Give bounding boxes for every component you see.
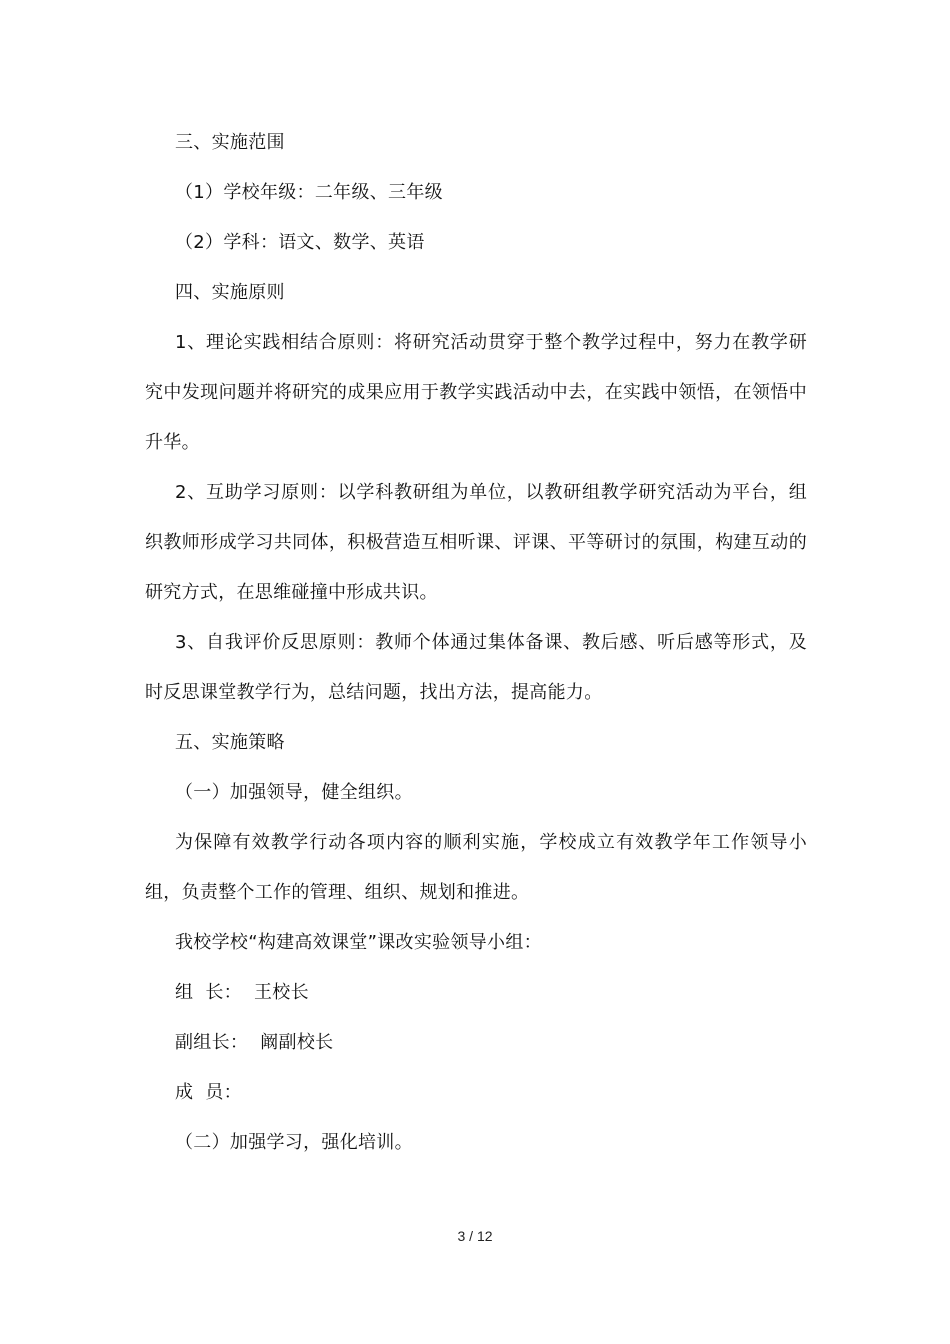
page-number: 3 / 12: [457, 1228, 493, 1244]
scope-subject-item: （2）学科：语文、数学、英语: [175, 232, 425, 253]
scope-grade-item: （1）学校年级：二年级、三年级: [175, 182, 443, 203]
deputy-leader-line: 副组长： 阚副校长: [175, 1032, 334, 1053]
document-body: [145, 118, 807, 1168]
principle-3-paragraph: 3、自我评价反思原则：教师个体通过集体备课、教后感、听后感等形式，及时反思课堂教学行为，总结问题，找出方法，提高能力。: [145, 632, 807, 703]
strategy-subheading-1: （一）加强领导，健全组织。: [175, 782, 413, 803]
section-heading-principles: 四、实施原则: [175, 282, 285, 303]
leadership-group-title: 我校学校“构建高效课堂”课改实验领导小组：: [175, 932, 542, 953]
principle-2-paragraph: 2、互助学习原则：以学科教研组为单位，以教研组教学研究活动为平台，组织教师形成学习共同体，积极营造互相听课、评课、平等研讨的氛围，构建互动的研究方式，在思维碰撞中形成共识。: [145, 482, 807, 603]
principle-1-paragraph: 1、理论实践相结合原则：将研究活动贯穿于整个教学过程中，努力在教学研究中发现问题并将研究的成果应用于教学实践活动中去，在实践中领悟，在领悟中升华。: [145, 332, 807, 453]
group-leader-line: 组 长： 王校长: [175, 982, 309, 1003]
strategy-subheading-2: （二）加强学习，强化培训。: [175, 1132, 413, 1153]
strategy-paragraph: 为保障有效教学行动各项内容的顺利实施，学校成立有效教学年工作领导小组，负责整个工作的管理、组织、规划和推进。: [145, 832, 807, 903]
members-line: 成 员：: [175, 1082, 242, 1103]
section-heading-strategy: 五、实施策略: [175, 732, 285, 753]
section-heading-scope: 三、实施范围: [175, 132, 285, 153]
